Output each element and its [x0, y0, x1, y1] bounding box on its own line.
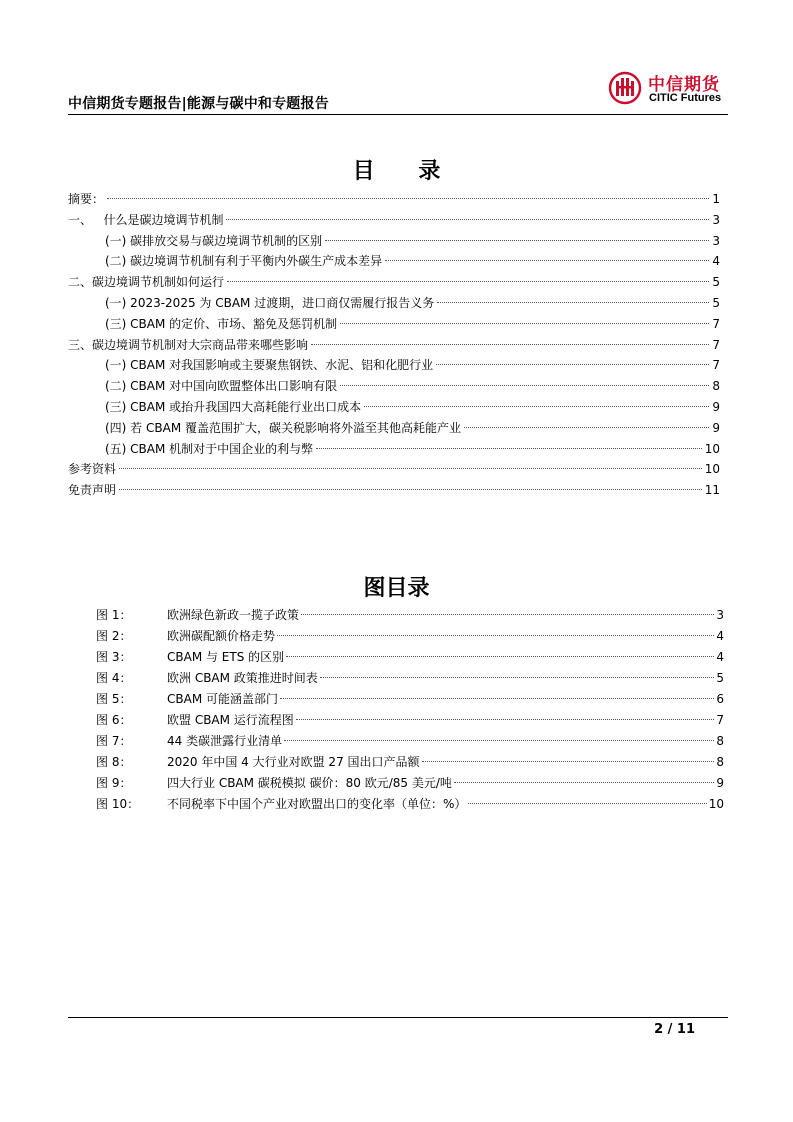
toc-entry-label: (一) CBAM 对我国影响或主要聚焦钢铁、水泥、铝和化肥行业 — [105, 358, 434, 373]
toc-entry-page: 4 — [712, 254, 720, 269]
toc-leader-dots — [436, 364, 709, 365]
logo-chinese-text: 中信期货 — [648, 75, 720, 95]
report-header-title: 中信期货专题报告|能源与碳中和专题报告 — [68, 96, 329, 112]
citic-futures-logo — [608, 68, 728, 110]
toc-entry-label: (五) CBAM 机制对于中国企业的利与弊 — [105, 441, 314, 456]
figure-entry[interactable] — [96, 647, 724, 668]
toc-entry-page: 7 — [712, 337, 720, 352]
toc-entry[interactable] — [68, 439, 720, 460]
toc-entry-label: 三、碳边境调节机制对大宗商品带来哪些影响 — [68, 337, 309, 352]
toc-entry-label: (四) 若 CBAM 覆盖范围扩大，碳关税影响将外溢至其他高耗能产业 — [105, 420, 461, 435]
figure-entry-label: 四大行业 CBAM 碳税模拟 碳价：80 欧元/85 美元/吨 — [167, 776, 452, 790]
figure-leader-dots — [280, 698, 714, 699]
page-number: 2 / 11 — [654, 1022, 695, 1037]
toc-entry[interactable] — [68, 376, 720, 397]
toc-leader-dots — [364, 406, 709, 407]
toc-entry[interactable] — [68, 418, 720, 439]
figure-entry-page: 4 — [716, 650, 724, 664]
toc-entry-page: 5 — [712, 275, 720, 290]
figure-leader-dots — [286, 656, 714, 657]
toc-entry-label: 一、 什么是碳边境调节机制 — [68, 212, 224, 227]
toc-entry[interactable] — [68, 355, 720, 376]
toc-entry-label: 免责声明 — [68, 483, 117, 498]
toc-leader-dots — [119, 489, 702, 490]
toc-entry[interactable] — [68, 272, 720, 293]
figure-entry-number: 图 6： — [96, 713, 132, 727]
figure-entry-label: CBAM 可能涵盖部门 — [167, 692, 278, 706]
toc-entry-page: 8 — [712, 379, 720, 394]
figure-leader-dots — [320, 677, 715, 678]
toc-leader-dots — [340, 385, 709, 386]
figure-leader-dots — [296, 719, 715, 720]
toc-entry-page: 9 — [712, 399, 720, 414]
figure-leader-dots — [454, 782, 714, 783]
figure-entry-number: 图 5： — [96, 692, 132, 706]
figure-entry-label: 欧洲 CBAM 政策推进时间表 — [167, 671, 318, 685]
toc-entry-label: 摘要： — [68, 192, 105, 206]
toc-entry-label: (二) CBAM 对中国向欧盟整体出口影响有限 — [105, 379, 338, 394]
toc-entry-label: 二、碳边境调节机制如何运行 — [68, 275, 225, 290]
figure-entry[interactable] — [96, 689, 724, 710]
figure-entry-label: 欧洲绿色新政一揽子政策 — [167, 608, 300, 622]
figure-entry[interactable] — [96, 773, 724, 794]
figure-entry-number: 图 10： — [96, 797, 140, 811]
toc-leader-dots — [316, 448, 702, 449]
toc-entry[interactable] — [68, 397, 720, 418]
figure-leader-dots — [422, 761, 715, 762]
logo-english-text: CITIC Futures — [649, 92, 722, 104]
toc-entry-page: 3 — [712, 212, 720, 227]
figure-entry-number: 图 3： — [96, 650, 132, 664]
toc-entry-label: (一) 碳排放交易与碳边境调节机制的区别 — [105, 233, 323, 248]
toc-entry-page: 7 — [712, 316, 720, 331]
toc-entry-page: 7 — [712, 358, 720, 373]
toc-entry-page: 10 — [704, 462, 720, 477]
toc-entry-page: 9 — [712, 420, 720, 435]
figure-entry-label: CBAM 与 ETS 的区别 — [167, 650, 285, 664]
figure-entry-page: 10 — [708, 797, 724, 811]
toc-entry-page: 5 — [712, 295, 720, 310]
figure-list — [96, 605, 724, 815]
figure-entry-page: 9 — [716, 776, 724, 790]
toc-entry-page: 11 — [704, 483, 720, 498]
toc-leader-dots — [437, 302, 709, 303]
figure-leader-dots — [301, 614, 714, 615]
toc-leader-dots — [226, 219, 709, 220]
toc-entry[interactable] — [68, 293, 720, 314]
toc-leader-dots — [325, 240, 709, 241]
figure-entry-number: 图 2： — [96, 629, 132, 643]
figure-entry-page: 4 — [716, 629, 724, 643]
toc-entry[interactable] — [68, 335, 720, 356]
toc-entry[interactable] — [68, 231, 720, 252]
toc-entry-page: 10 — [704, 441, 720, 456]
figure-entry[interactable] — [96, 626, 724, 647]
figure-leader-dots — [284, 740, 714, 741]
toc-leader-dots — [107, 198, 709, 199]
figure-entry-page: 7 — [716, 713, 724, 727]
toc-entry[interactable] — [68, 189, 720, 210]
table-of-contents — [68, 189, 720, 501]
figure-list-title: 图目录 — [363, 576, 430, 601]
toc-entry[interactable] — [68, 210, 720, 231]
figure-entry-number: 图 1： — [96, 608, 132, 622]
toc-entry-label: (三) CBAM 或抬升我国四大高耗能行业出口成本 — [105, 399, 362, 414]
toc-entry-page: 1 — [712, 192, 720, 206]
figure-entry-page: 3 — [716, 608, 724, 622]
figure-entry[interactable] — [96, 668, 724, 689]
figure-entry[interactable] — [96, 605, 724, 626]
toc-entry-label: (三) CBAM 的定价、市场、豁免及惩罚机制 — [105, 316, 338, 331]
toc-entry-page: 3 — [712, 233, 720, 248]
figure-entry-label: 欧洲碳配额价格走势 — [167, 629, 276, 643]
toc-leader-dots — [340, 323, 709, 324]
toc-entry-label: 参考资料 — [68, 462, 117, 477]
figure-entry-number: 图 9： — [96, 776, 132, 790]
figure-leader-dots — [468, 803, 706, 804]
figure-leader-dots — [277, 635, 714, 636]
figure-entry[interactable] — [96, 710, 724, 731]
toc-leader-dots — [311, 344, 709, 345]
toc-entry-label: (一) 2023-2025 为 CBAM 过渡期，进口商仅需履行报告义务 — [105, 295, 435, 310]
figure-entry-number: 图 4： — [96, 671, 132, 685]
figure-entry-label: 2020 年中国 4 大行业对欧盟 27 国出口产品额 — [167, 755, 420, 769]
figure-entry[interactable] — [96, 794, 724, 815]
toc-leader-dots — [227, 281, 709, 282]
figure-entry-number: 图 7： — [96, 734, 132, 748]
toc-entry[interactable] — [68, 251, 720, 272]
figure-entry-page: 8 — [716, 755, 724, 769]
toc-entry[interactable] — [68, 480, 720, 501]
toc-entry[interactable] — [68, 314, 720, 335]
figure-entry-number: 图 8： — [96, 755, 132, 769]
toc-title: 目 录 — [352, 159, 459, 184]
figure-entry-page: 6 — [716, 692, 724, 706]
figure-entry[interactable] — [96, 731, 724, 752]
figure-entry[interactable] — [96, 752, 724, 773]
header-divider — [68, 114, 728, 115]
toc-leader-dots — [464, 427, 709, 428]
figure-entry-label: 44 类碳泄露行业清单 — [167, 734, 283, 748]
figure-entry-page: 5 — [716, 671, 724, 685]
figure-entry-label: 不同税率下中国个产业对欧盟出口的变化率（单位：%） — [167, 797, 467, 811]
toc-entry[interactable] — [68, 459, 720, 480]
figure-entry-page: 8 — [716, 734, 724, 748]
toc-entry-label: (二) 碳边境调节机制有利于平衡内外碳生产成本差异 — [105, 254, 383, 269]
footer-divider — [68, 1017, 728, 1018]
toc-leader-dots — [119, 468, 702, 469]
citic-logo-icon — [608, 71, 642, 105]
toc-leader-dots — [385, 260, 709, 261]
figure-entry-label: 欧盟 CBAM 运行流程图 — [167, 713, 294, 727]
